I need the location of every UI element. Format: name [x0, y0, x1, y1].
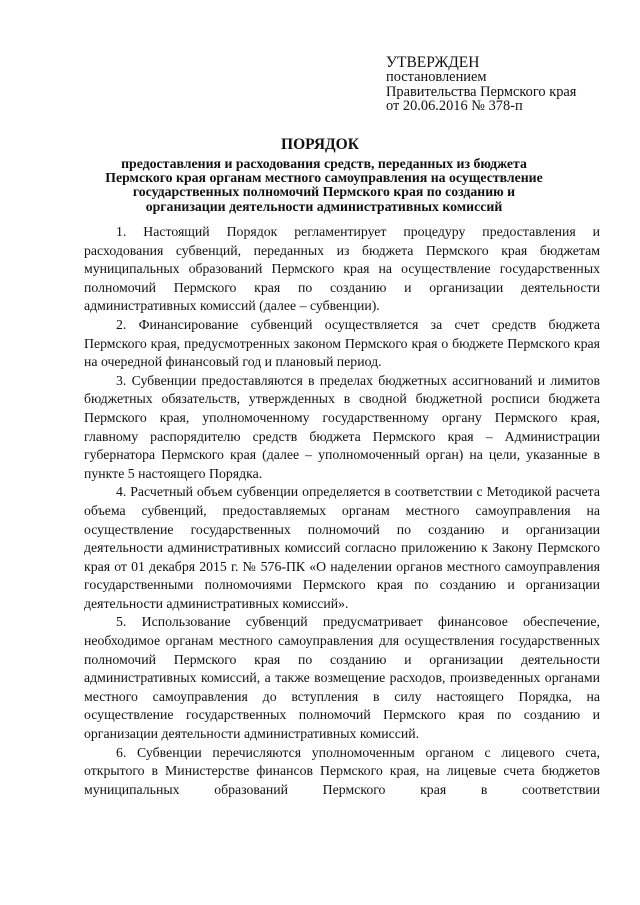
- document-title: ПОРЯДОК: [281, 136, 359, 153]
- document-subtitle: предоставления и расходования средств, переданных из бюджета Пермского края органам местного самоуправления на осуществление государственных полномочий Пермского края по созданию и организации деятельности административных комиссий: [105, 156, 543, 214]
- approval-stamp: [386, 56, 576, 114]
- paragraph-6: 6. Субвенции перечисляются уполномоченным органом с лицевого счета, открытого в Министерстве финансов Пермского края, на лицевые счета бюджетов муниципальных образований Пермского края в соответствии: [84, 744, 600, 797]
- document-body: [84, 223, 600, 799]
- approval-line: Правительства Пермского края: [386, 83, 577, 100]
- paragraph-4: 4. Расчетный объем субвенции определяется в соответствии с Методикой расчета объема субвенций, предоставляемых органам местного самоуправления на осуществление государственных полномочий по созданию и организации деятельности административных комиссий согласно приложению к Закону Пермского края от 01 декабря 2015 г. № 576-ПК «О наделении органов местного самоуправления государственными полномочиями Пермского края по созданию и организации деятельности административных комиссий».: [84, 484, 600, 611]
- approval-heading: УТВЕРЖДЕН: [386, 54, 480, 71]
- paragraph-2: 2. Финансирование субвенций осуществляется за счет средств бюджета Пермского края, предусмотренных законом Пермского края о бюджете Пермского края на очередной финансовый год и плановый период.: [84, 316, 600, 370]
- approval-date: от 20.06.2016 № 378-п: [386, 98, 523, 115]
- approval-line: постановлением: [386, 69, 487, 86]
- paragraph-5: 5. Использование субвенций предусматривает финансовое обеспечение, необходимое органам местного самоуправления для осуществления государственных полномочий Пермского края по созданию и организации деятельности административных комиссий, а также возмещение расходов, произведенных органами местного самоуправления до вступления в силу настоящего Порядка, на осуществление государственных полномочий Пермского края по созданию и организации деятельности административных комиссий.: [84, 614, 600, 742]
- paragraph-1: 1. Настоящий Порядок регламентирует процедуру предоставления и расходования субвенций, переданных из бюджета Пермского края бюджетам муниципальных образований Пермского края на осуществление государственных полномочий Пермского края по созданию и организации деятельности административных комиссий (далее – субвенции).: [84, 224, 600, 314]
- paragraph-3: 3. Субвенции предоставляются в пределах бюджетных ассигнований и лимитов бюджетных обязательств, утвержденных в сводной бюджетной росписи бюджета Пермского края, уполномоченному государственному органу Пермского края, главному распорядителю средств бюджета Пермского края – Администрации губернатора Пермского края (далее – уполномоченный орган) на цели, указанные в пункте 5 настоящего Порядка.: [84, 372, 600, 481]
